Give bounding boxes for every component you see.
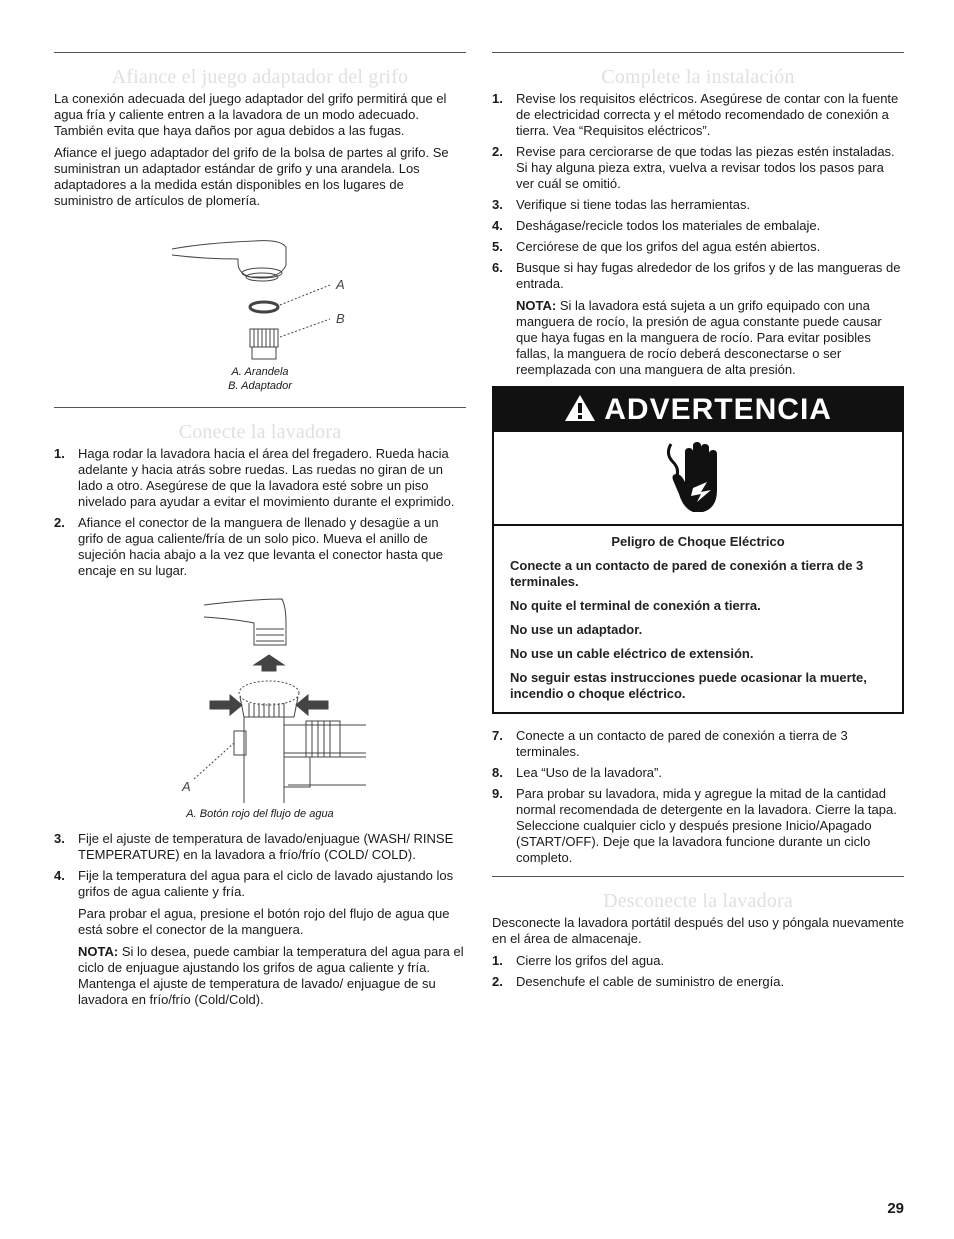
hose-connector-figure — [54, 585, 466, 803]
label-a: A — [182, 779, 191, 794]
list-item: 5. Cerciórese de que los grifos del agua estén abiertos. — [492, 239, 821, 254]
warning-line: Peligro de Choque Eléctrico — [611, 534, 785, 549]
list-item: 8. Lea “Uso de la lavadora”. — [492, 765, 662, 780]
list-item: 6. Busque si hay fugas alrededor de los grifos y de las mangueras de entrada. — [492, 260, 901, 291]
list-item: 9. Para probar su lavadora, mida y agregue la mitad de la cantidad normal recomendada de detergente en la lavadora. Cierre la tapa. Seleccione cualquier ciclo y después presione Inicio/Apagado (START/OFF). Deje que la lavadora funcione durante un ciclo completo. — [492, 786, 897, 865]
section-rule — [54, 407, 466, 408]
list-item: 3. Verifique si tiene todas las herramientas. — [492, 197, 751, 212]
steps-list — [492, 91, 904, 292]
label-b: B — [336, 311, 345, 326]
steps-list — [492, 728, 904, 866]
figure-caption: A. Arandela — [231, 366, 289, 378]
list-item: 1. Cierre los grifos del agua. — [492, 953, 665, 968]
faucet-adapter-illustration — [54, 215, 466, 365]
section-rule — [492, 876, 904, 877]
section-title-disconnect-washer: Desconecte la lavadora — [603, 890, 793, 912]
steps-list — [54, 446, 466, 579]
paragraph: Para probar el agua, presione el botón rojo del flujo de agua que está sobre el conector de la manguera. — [78, 906, 450, 937]
warning-line: No use un cable eléctrico de extensión. — [510, 646, 754, 661]
warning-title: ADVERTENCIA — [604, 393, 832, 426]
list-item: 3. Fije el ajuste de temperatura de lavado/enjuague (WASH/ RINSE TEMPERATURE) en la lavadora a frío/frío (COLD/ COLD). — [54, 831, 454, 862]
warning-triangle-icon — [564, 393, 604, 426]
section-title-connect-washer: Conecte la lavadora — [178, 421, 342, 443]
section-rule — [492, 52, 904, 53]
section-title-faucet-adapter: Afiance el juego adaptador del grifo — [111, 66, 409, 88]
paragraph: La conexión adecuada del juego adaptador del grifo permitirá que el agua fría y caliente entren a la lavadora de un modo adecuado. También evita que haya daños por agua debidos a las fugas. — [54, 91, 447, 138]
note-paragraph: NOTA: Si lo desea, puede cambiar la temperatura del agua para el ciclo de enjuague ajustando los grifos de agua caliente y fría. Mantenga el ajuste de temperatura de lavado/ enjuague de su lavadora en frío/frío (Cold/Cold). — [78, 944, 464, 1007]
list-item: 2. Desenchufe el cable de suministro de energía. — [492, 974, 785, 989]
list-item: 1. Revise los requisitos eléctricos. Asegúrese de contar con la fuente de electricidad correcta y el método recomendado de conexión a tierra. Vea “Requisitos eléctricos”. — [492, 91, 899, 138]
list-item: 2. Revise para cerciorarse de que todas las piezas estén instaladas. Si hay alguna pieza extra, vuelva a revisar todos los pasos para ver cuál se omitió. — [492, 144, 895, 191]
warning-icon-area — [494, 432, 902, 526]
right-column — [492, 52, 904, 996]
warning-line: Conecte a un contacto de pared de conexión a tierra de 3 terminales. — [510, 558, 864, 589]
list-item: 1. Haga rodar la lavadora hacia el área del fregadero. Rueda hacia adelante y hacia atrás sobre ruedas. Las ruedas no giran de un lado a otro. Asegúrese de que la lavadora esté sobre un piso nivelado para ayudar a evitar el movimiento durante el exprimido. — [54, 446, 455, 509]
electric-shock-hand-icon — [663, 438, 733, 518]
page-number: 29 — [887, 1200, 904, 1217]
paragraph: Afiance el juego adaptador del grifo de la bolsa de partes al grifo. Se suministran un adaptador estándar de grifo y una arandela. Los adaptadores a la medida están disponibles en los lugares de suministro de artículos de plomería. — [54, 145, 449, 208]
figure-caption: B. Adaptador — [228, 380, 292, 392]
list-item: 2. Afiance el conector de la manguera de llenado y desagüe a un grifo de agua caliente/fría de un solo pico. Mueva el anillo de sujeción hacia abajo a la vez que levanta el conector hasta que encaje en su lugar. — [54, 515, 443, 578]
warning-box — [492, 386, 904, 714]
hose-connector-illustration — [54, 585, 466, 803]
steps-list — [492, 953, 904, 990]
warning-line: No quite el terminal de conexión a tierra. — [510, 598, 761, 613]
warning-line: No seguir estas instrucciones puede ocasionar la muerte, incendio o choque eléctrico. — [510, 670, 867, 701]
section-title-complete-installation: Complete la instalación — [601, 66, 795, 88]
warning-body — [494, 526, 902, 712]
list-item: 4. Fije la temperatura del agua para el ciclo de lavado ajustando los grifos de agua caliente y fría. — [54, 868, 454, 899]
paragraph: Desconecte la lavadora portátil después del uso y póngala nuevamente en el área de almacenaje. — [492, 915, 904, 946]
note-paragraph: NOTA: Si la lavadora está sujeta a un grifo equipado con una manguera de rocío, la presión de agua constante puede causar que haya fugas en la manguera de rocío. Para evitar posibles fallas, la manguera de rocío deberá desconectarse o ser reemplazada con una manguera de alta presión. — [516, 298, 882, 377]
warning-header — [494, 388, 902, 432]
label-a: A — [336, 277, 345, 292]
steps-list — [54, 831, 466, 900]
list-item: 7. Conecte a un contacto de pared de conexión a tierra de 3 terminales. — [492, 728, 848, 759]
warning-line: No use un adaptador. — [510, 622, 643, 637]
list-item: 4. Deshágase/recicle todos los materiales de embalaje. — [492, 218, 821, 233]
figure-caption: A. Botón rojo del flujo de agua — [186, 808, 334, 820]
faucet-adapter-figure — [54, 215, 466, 365]
left-column — [54, 52, 466, 1014]
section-rule — [54, 52, 466, 53]
